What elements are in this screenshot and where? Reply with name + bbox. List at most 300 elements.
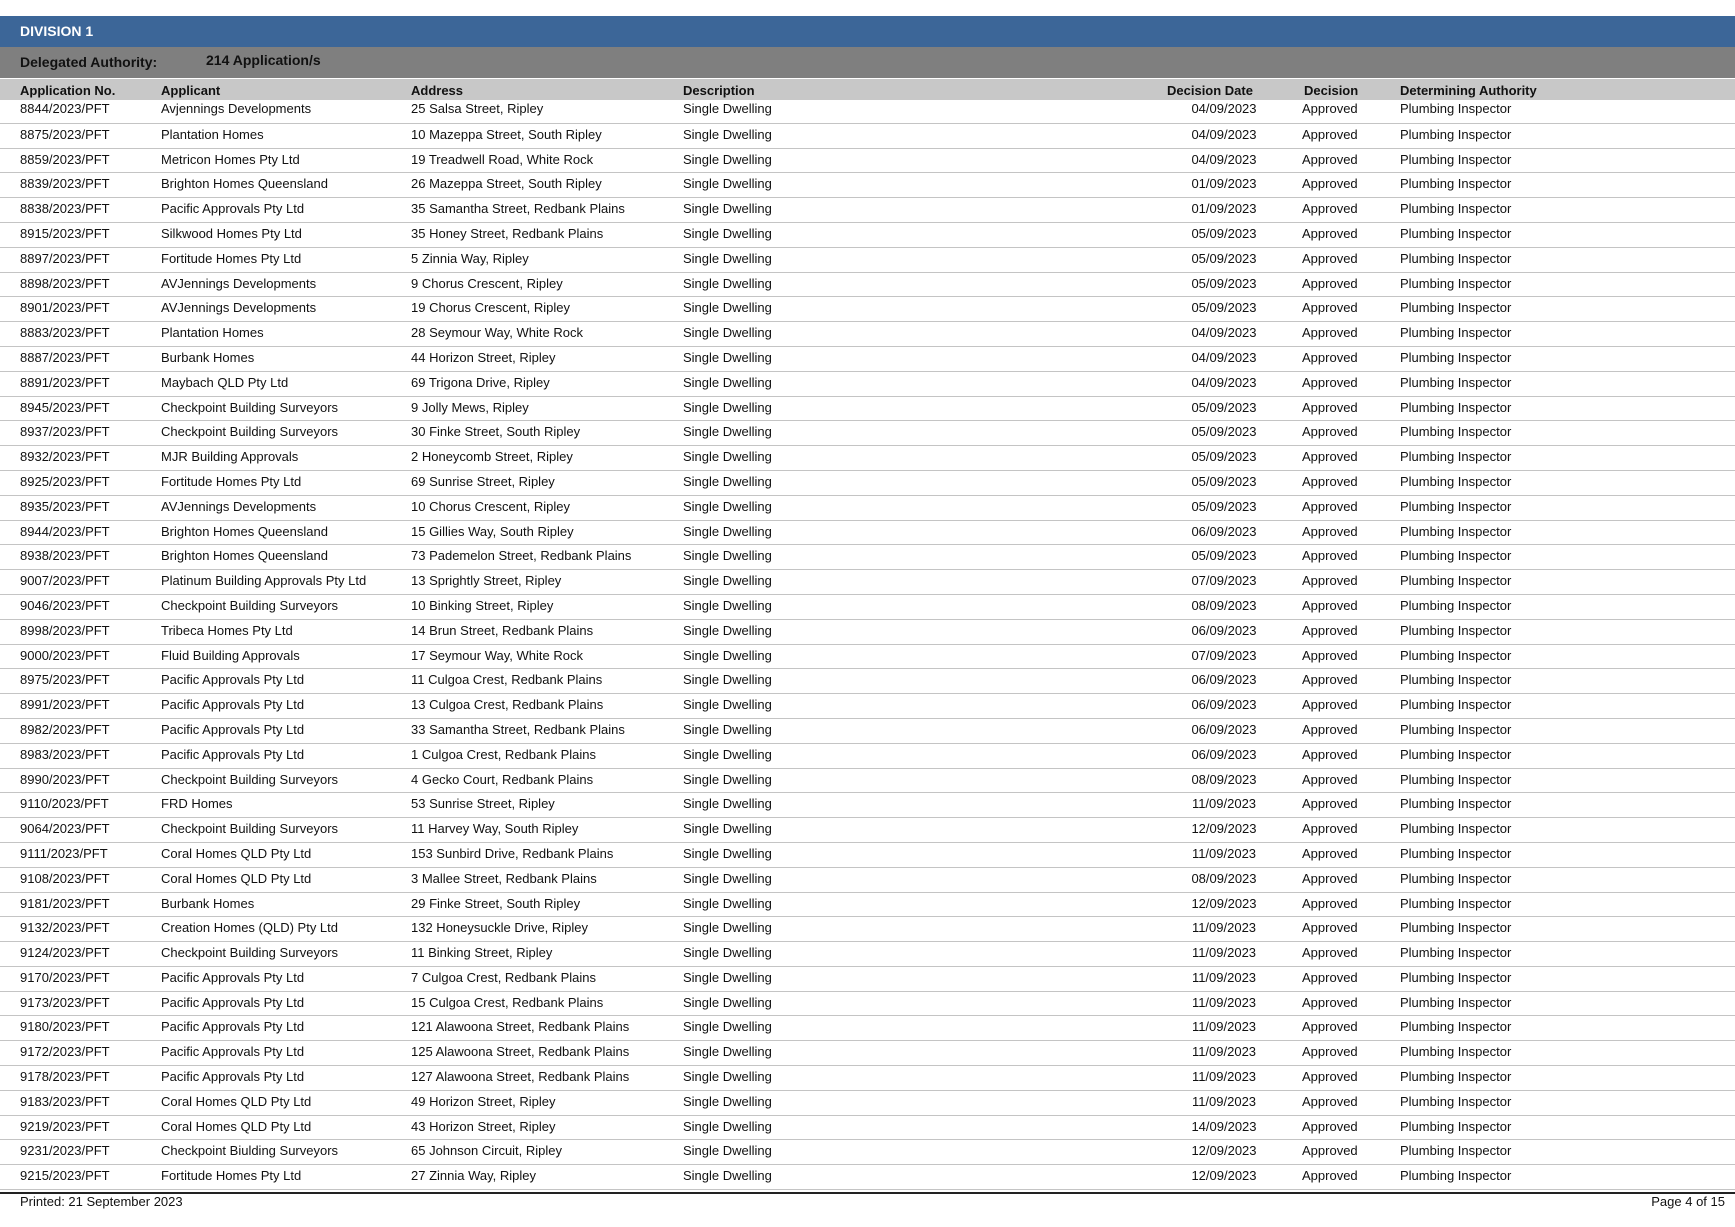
table-row (0, 446, 1735, 471)
cell-applicant: Burbank Homes (161, 349, 255, 365)
column-header-applicant: Applicant (161, 83, 221, 98)
cell-determining-authority: Plumbing Inspector (1400, 895, 1512, 911)
cell-applicant: Brighton Homes Queensland (161, 548, 328, 564)
cell-determining-authority: Plumbing Inspector (1400, 424, 1512, 440)
cell-decision: Approved (1302, 870, 1358, 886)
cell-application-no: 9132/2023/PFT (20, 920, 110, 936)
cell-determining-authority: Plumbing Inspector (1400, 101, 1512, 116)
cell-address: 33 Samantha Street, Redbank Plains (411, 721, 625, 737)
cell-application-no: 9173/2023/PFT (20, 994, 110, 1010)
cell-description: Single Dwelling (683, 225, 772, 241)
cell-applicant: Coral Homes QLD Pty Ltd (161, 870, 312, 886)
cell-determining-authority: Plumbing Inspector (1400, 1069, 1512, 1085)
cell-determining-authority: Plumbing Inspector (1400, 374, 1512, 390)
cell-description: Single Dwelling (683, 1118, 772, 1134)
cell-address: 65 Johnson Circuit, Ripley (411, 1143, 563, 1159)
table-row (0, 893, 1735, 918)
cell-decision: Approved (1302, 498, 1358, 514)
cell-description: Single Dwelling (683, 796, 772, 812)
cell-decision: Approved (1302, 300, 1358, 316)
cell-decision-date: 11/09/2023 (1191, 1044, 1257, 1060)
cell-address: 10 Binking Street, Ripley (411, 597, 554, 613)
cell-decision: Approved (1302, 721, 1358, 737)
cell-decision: Approved (1302, 473, 1358, 489)
cell-address: 17 Seymour Way, White Rock (411, 647, 583, 663)
table-row (0, 694, 1735, 719)
cell-decision-date: 11/09/2023 (1191, 920, 1257, 936)
page-number: Page 4 of 15 (1651, 1194, 1725, 1209)
cell-application-no: 8838/2023/PFT (20, 201, 110, 217)
cell-address: 25 Salsa Street, Ripley (411, 101, 544, 116)
printed-date: Printed: 21 September 2023 (20, 1194, 183, 1209)
table-row (0, 496, 1735, 521)
cell-decision: Approved (1302, 374, 1358, 390)
cell-decision: Approved (1302, 969, 1358, 985)
cell-decision-date: 05/09/2023 (1191, 275, 1257, 291)
cell-applicant: Platinum Building Approvals Pty Ltd (161, 573, 367, 589)
cell-description: Single Dwelling (683, 325, 772, 341)
cell-determining-authority: Plumbing Inspector (1400, 796, 1512, 812)
cell-description: Single Dwelling (683, 771, 772, 787)
cell-decision: Approved (1302, 101, 1358, 116)
cell-description: Single Dwelling (683, 399, 772, 415)
cell-decision: Approved (1302, 597, 1358, 613)
table-header (0, 79, 1735, 100)
cell-decision: Approved (1302, 697, 1358, 713)
cell-application-no: 9111/2023/PFT (20, 845, 108, 861)
cell-address: 26 Mazeppa Street, South Ripley (411, 176, 602, 192)
cell-decision-date: 08/09/2023 (1191, 870, 1257, 886)
cell-decision: Approved (1302, 994, 1358, 1010)
cell-description: Single Dwelling (683, 721, 772, 737)
cell-determining-authority: Plumbing Inspector (1400, 1044, 1512, 1060)
table-row (0, 1066, 1735, 1091)
cell-decision: Approved (1302, 1044, 1358, 1060)
cell-address: 69 Sunrise Street, Ripley (411, 473, 555, 489)
cell-decision: Approved (1302, 821, 1358, 837)
cell-description: Single Dwelling (683, 1093, 772, 1109)
column-header-decision-date: Decision Date (1167, 83, 1253, 98)
cell-address: 30 Finke Street, South Ripley (411, 424, 581, 440)
cell-description: Single Dwelling (683, 895, 772, 911)
cell-decision: Approved (1302, 845, 1358, 861)
cell-description: Single Dwelling (683, 1069, 772, 1085)
cell-description: Single Dwelling (683, 374, 772, 390)
cell-applicant: Pacific Approvals Pty Ltd (161, 721, 305, 737)
cell-description: Single Dwelling (683, 821, 772, 837)
cell-address: 4 Gecko Court, Redbank Plains (411, 771, 594, 787)
delegated-authority-bar (0, 47, 1735, 78)
cell-decision-date: 11/09/2023 (1191, 994, 1257, 1010)
cell-decision-date: 07/09/2023 (1191, 573, 1257, 589)
cell-determining-authority: Plumbing Inspector (1400, 399, 1512, 415)
table-row (0, 942, 1735, 967)
cell-description: Single Dwelling (683, 870, 772, 886)
cell-decision-date: 05/09/2023 (1191, 473, 1257, 489)
cell-decision: Approved (1302, 325, 1358, 341)
cell-description: Single Dwelling (683, 1168, 772, 1184)
cell-applicant: Brighton Homes Queensland (161, 176, 328, 192)
table-row (0, 843, 1735, 868)
cell-description: Single Dwelling (683, 969, 772, 985)
cell-applicant: Pacific Approvals Pty Ltd (161, 1044, 305, 1060)
table-row (0, 397, 1735, 422)
cell-description: Single Dwelling (683, 672, 772, 688)
cell-decision-date: 05/09/2023 (1191, 424, 1257, 440)
cell-applicant: Checkpoint Building Surveyors (161, 821, 339, 837)
cell-decision-date: 12/09/2023 (1191, 1143, 1257, 1159)
cell-applicant: Pacific Approvals Pty Ltd (161, 697, 305, 713)
cell-decision-date: 05/09/2023 (1191, 548, 1257, 564)
cell-decision: Approved (1302, 647, 1358, 663)
cell-decision-date: 01/09/2023 (1191, 201, 1257, 217)
table-row (0, 322, 1735, 347)
cell-determining-authority: Plumbing Inspector (1400, 969, 1512, 985)
table-row (0, 198, 1735, 223)
cell-determining-authority: Plumbing Inspector (1400, 300, 1512, 316)
table-row (0, 868, 1735, 893)
cell-application-no: 9007/2023/PFT (20, 573, 110, 589)
table-row (0, 421, 1735, 446)
table-row (0, 769, 1735, 794)
cell-description: Single Dwelling (683, 1019, 772, 1035)
cell-decision: Approved (1302, 672, 1358, 688)
cell-determining-authority: Plumbing Inspector (1400, 821, 1512, 837)
cell-address: 19 Treadwell Road, White Rock (411, 151, 594, 167)
cell-decision: Approved (1302, 449, 1358, 465)
table-row (0, 1091, 1735, 1116)
cell-address: 35 Samantha Street, Redbank Plains (411, 201, 625, 217)
cell-decision: Approved (1302, 1118, 1358, 1134)
cell-address: 44 Horizon Street, Ripley (411, 349, 556, 365)
cell-application-no: 8938/2023/PFT (20, 548, 110, 564)
cell-address: 35 Honey Street, Redbank Plains (411, 225, 604, 241)
cell-address: 43 Horizon Street, Ripley (411, 1118, 556, 1134)
cell-application-no: 8898/2023/PFT (20, 275, 110, 291)
cell-application-no: 9219/2023/PFT (20, 1118, 110, 1134)
cell-decision: Approved (1302, 622, 1358, 638)
cell-decision-date: 05/09/2023 (1191, 498, 1257, 514)
cell-decision: Approved (1302, 548, 1358, 564)
cell-address: 11 Harvey Way, South Ripley (411, 821, 579, 837)
table-row (0, 297, 1735, 322)
cell-address: 10 Chorus Crescent, Ripley (411, 498, 570, 514)
cell-address: 19 Chorus Crescent, Ripley (411, 300, 570, 316)
table-row (0, 273, 1735, 298)
table-row (0, 793, 1735, 818)
cell-application-no: 8935/2023/PFT (20, 498, 110, 514)
cell-decision-date: 04/09/2023 (1191, 151, 1257, 167)
cell-decision: Approved (1302, 523, 1358, 539)
table-row (0, 1165, 1735, 1190)
table-row (0, 1140, 1735, 1165)
cell-determining-authority: Plumbing Inspector (1400, 845, 1512, 861)
cell-decision: Approved (1302, 201, 1358, 217)
cell-description: Single Dwelling (683, 597, 772, 613)
cell-applicant: Metricon Homes Pty Ltd (161, 151, 300, 167)
table-row (0, 99, 1735, 124)
cell-applicant: Checkpoint Building Surveyors (161, 597, 339, 613)
table-row (0, 545, 1735, 570)
table-row (0, 595, 1735, 620)
cell-decision-date: 12/09/2023 (1191, 821, 1257, 837)
cell-determining-authority: Plumbing Inspector (1400, 945, 1512, 961)
cell-determining-authority: Plumbing Inspector (1400, 473, 1512, 489)
cell-decision-date: 06/09/2023 (1191, 523, 1257, 539)
cell-determining-authority: Plumbing Inspector (1400, 275, 1512, 291)
cell-address: 29 Finke Street, South Ripley (411, 895, 581, 911)
cell-description: Single Dwelling (683, 126, 772, 142)
cell-address: 69 Trigona Drive, Ripley (411, 374, 550, 390)
cell-determining-authority: Plumbing Inspector (1400, 176, 1512, 192)
cell-applicant: Pacific Approvals Pty Ltd (161, 994, 305, 1010)
cell-determining-authority: Plumbing Inspector (1400, 721, 1512, 737)
table-row (0, 1016, 1735, 1041)
cell-application-no: 9178/2023/PFT (20, 1069, 110, 1085)
cell-description: Single Dwelling (683, 1143, 772, 1159)
cell-description: Single Dwelling (683, 250, 772, 266)
cell-determining-authority: Plumbing Inspector (1400, 498, 1512, 514)
cell-decision: Approved (1302, 771, 1358, 787)
cell-decision: Approved (1302, 1168, 1358, 1184)
table-row (0, 471, 1735, 496)
table-row (0, 967, 1735, 992)
cell-decision: Approved (1302, 151, 1358, 167)
cell-decision: Approved (1302, 920, 1358, 936)
cell-description: Single Dwelling (683, 101, 772, 116)
cell-decision-date: 11/09/2023 (1191, 1019, 1257, 1035)
cell-description: Single Dwelling (683, 523, 772, 539)
cell-application-no: 9180/2023/PFT (20, 1019, 110, 1035)
cell-address: 7 Culgoa Crest, Redbank Plains (411, 969, 596, 985)
cell-decision-date: 08/09/2023 (1191, 771, 1257, 787)
cell-application-no: 8990/2023/PFT (20, 771, 110, 787)
cell-determining-authority: Plumbing Inspector (1400, 1118, 1512, 1134)
cell-determining-authority: Plumbing Inspector (1400, 920, 1512, 936)
cell-address: 49 Horizon Street, Ripley (411, 1093, 556, 1109)
table-row (0, 818, 1735, 843)
cell-decision: Approved (1302, 275, 1358, 291)
cell-description: Single Dwelling (683, 697, 772, 713)
cell-decision-date: 05/09/2023 (1191, 449, 1257, 465)
cell-description: Single Dwelling (683, 845, 772, 861)
cell-decision-date: 06/09/2023 (1191, 746, 1257, 762)
cell-applicant: Checkpoint Building Surveyors (161, 424, 339, 440)
cell-applicant: Pacific Approvals Pty Ltd (161, 672, 305, 688)
cell-applicant: Pacific Approvals Pty Ltd (161, 746, 305, 762)
cell-description: Single Dwelling (683, 349, 772, 365)
cell-applicant: Coral Homes QLD Pty Ltd (161, 1118, 312, 1134)
cell-description: Single Dwelling (683, 151, 772, 167)
cell-address: 53 Sunrise Street, Ripley (411, 796, 555, 812)
cell-decision-date: 11/09/2023 (1191, 845, 1257, 861)
cell-address: 13 Culgoa Crest, Redbank Plains (411, 697, 604, 713)
column-header-description: Description (683, 83, 755, 98)
cell-address: 15 Culgoa Crest, Redbank Plains (411, 994, 604, 1010)
cell-determining-authority: Plumbing Inspector (1400, 771, 1512, 787)
cell-decision-date: 04/09/2023 (1191, 374, 1257, 390)
cell-decision-date: 14/09/2023 (1191, 1118, 1257, 1134)
cell-application-no: 9046/2023/PFT (20, 597, 110, 613)
cell-description: Single Dwelling (683, 548, 772, 564)
cell-decision-date: 11/09/2023 (1191, 945, 1257, 961)
cell-applicant: Fluid Building Approvals (161, 647, 300, 663)
cell-description: Single Dwelling (683, 449, 772, 465)
cell-application-no: 9110/2023/PFT (20, 796, 109, 812)
cell-application-no: 8937/2023/PFT (20, 424, 110, 440)
cell-address: 127 Alawoona Street, Redbank Plains (411, 1069, 630, 1085)
cell-determining-authority: Plumbing Inspector (1400, 870, 1512, 886)
cell-address: 121 Alawoona Street, Redbank Plains (411, 1019, 630, 1035)
cell-applicant: Maybach QLD Pty Ltd (161, 374, 289, 390)
table-row (0, 1116, 1735, 1141)
table-row (0, 173, 1735, 198)
table-row (0, 645, 1735, 670)
cell-decision: Approved (1302, 349, 1358, 365)
cell-address: 11 Binking Street, Ripley (411, 945, 553, 961)
column-header-decision: Decision (1304, 83, 1359, 98)
table-row (0, 223, 1735, 248)
cell-application-no: 8991/2023/PFT (20, 697, 110, 713)
cell-address: 153 Sunbird Drive, Redbank Plains (411, 845, 614, 861)
cell-applicant: AVJennings Developments (161, 498, 317, 514)
cell-application-no: 8915/2023/PFT (20, 225, 110, 241)
cell-decision-date: 06/09/2023 (1191, 672, 1257, 688)
cell-decision: Approved (1302, 573, 1358, 589)
table-row (0, 669, 1735, 694)
cell-decision-date: 05/09/2023 (1191, 225, 1257, 241)
cell-address: 11 Culgoa Crest, Redbank Plains (411, 672, 603, 688)
cell-application-no: 8875/2023/PFT (20, 126, 110, 142)
cell-decision-date: 12/09/2023 (1191, 1168, 1257, 1184)
table-row (0, 372, 1735, 397)
cell-address: 10 Mazeppa Street, South Ripley (411, 126, 602, 142)
table-row (0, 521, 1735, 546)
cell-decision-date: 08/09/2023 (1191, 597, 1257, 613)
cell-application-no: 9183/2023/PFT (20, 1093, 110, 1109)
cell-description: Single Dwelling (683, 176, 772, 192)
cell-application-no: 8975/2023/PFT (20, 672, 110, 688)
cell-applicant: Fortitude Homes Pty Ltd (161, 473, 302, 489)
cell-determining-authority: Plumbing Inspector (1400, 151, 1512, 167)
cell-determining-authority: Plumbing Inspector (1400, 325, 1512, 341)
cell-determining-authority: Plumbing Inspector (1400, 622, 1512, 638)
cell-decision: Approved (1302, 895, 1358, 911)
cell-application-no: 9172/2023/PFT (20, 1044, 110, 1060)
table-row (0, 124, 1735, 149)
table-row (0, 992, 1735, 1017)
cell-description: Single Dwelling (683, 275, 772, 291)
cell-determining-authority: Plumbing Inspector (1400, 126, 1512, 142)
cell-decision-date: 04/09/2023 (1191, 126, 1257, 142)
cell-decision-date: 07/09/2023 (1191, 647, 1257, 663)
cell-application-no: 9181/2023/PFT (20, 895, 110, 911)
table-row (0, 570, 1735, 595)
cell-determining-authority: Plumbing Inspector (1400, 1019, 1512, 1035)
cell-description: Single Dwelling (683, 473, 772, 489)
cell-determining-authority: Plumbing Inspector (1400, 573, 1512, 589)
footer-divider (0, 1192, 1735, 1194)
cell-decision: Approved (1302, 945, 1358, 961)
division-title: DIVISION 1 (20, 23, 94, 39)
cell-determining-authority: Plumbing Inspector (1400, 225, 1512, 241)
cell-applicant: Tribeca Homes Pty Ltd (161, 622, 293, 638)
cell-determining-authority: Plumbing Inspector (1400, 672, 1512, 688)
cell-applicant: Avjennings Developments (161, 101, 312, 116)
cell-determining-authority: Plumbing Inspector (1400, 994, 1512, 1010)
cell-decision-date: 04/09/2023 (1191, 101, 1257, 116)
cell-determining-authority: Plumbing Inspector (1400, 523, 1512, 539)
cell-determining-authority: Plumbing Inspector (1400, 201, 1512, 217)
cell-description: Single Dwelling (683, 300, 772, 316)
cell-address: 9 Jolly Mews, Ripley (411, 399, 529, 415)
cell-decision-date: 06/09/2023 (1191, 697, 1257, 713)
table-row (0, 1041, 1735, 1066)
table-row (0, 719, 1735, 744)
cell-description: Single Dwelling (683, 746, 772, 762)
cell-applicant: Coral Homes QLD Pty Ltd (161, 845, 312, 861)
cell-decision-date: 05/09/2023 (1191, 399, 1257, 415)
cell-applicant: MJR Building Approvals (161, 449, 299, 465)
cell-decision: Approved (1302, 424, 1358, 440)
cell-decision-date: 06/09/2023 (1191, 721, 1257, 737)
cell-decision: Approved (1302, 1069, 1358, 1085)
table-row (0, 620, 1735, 645)
table-row (0, 248, 1735, 273)
cell-address: 27 Zinnia Way, Ripley (411, 1168, 536, 1184)
cell-application-no: 9108/2023/PFT (20, 870, 110, 886)
table-row (0, 347, 1735, 372)
cell-applicant: Pacific Approvals Pty Ltd (161, 1019, 305, 1035)
cell-applicant: Fortitude Homes Pty Ltd (161, 1168, 302, 1184)
cell-applicant: Pacific Approvals Pty Ltd (161, 201, 305, 217)
cell-applicant: Fortitude Homes Pty Ltd (161, 250, 302, 266)
cell-decision-date: 04/09/2023 (1191, 325, 1257, 341)
cell-determining-authority: Plumbing Inspector (1400, 250, 1512, 266)
cell-application-no: 9000/2023/PFT (20, 647, 110, 663)
delegated-authority-label: Delegated Authority: (20, 54, 158, 70)
cell-address: 5 Zinnia Way, Ripley (411, 250, 529, 266)
cell-applicant: AVJennings Developments (161, 275, 317, 291)
cell-applicant: Coral Homes QLD Pty Ltd (161, 1093, 312, 1109)
cell-applicant: Checkpoint Building Surveyors (161, 945, 339, 961)
division-header (0, 16, 1735, 47)
column-header-determining-authority: Determining Authority (1400, 83, 1537, 98)
cell-determining-authority: Plumbing Inspector (1400, 1143, 1512, 1159)
cell-determining-authority: Plumbing Inspector (1400, 349, 1512, 365)
cell-address: 14 Brun Street, Redbank Plains (411, 622, 594, 638)
cell-decision-date: 11/09/2023 (1191, 969, 1257, 985)
cell-description: Single Dwelling (683, 573, 772, 589)
cell-application-no: 8983/2023/PFT (20, 746, 110, 762)
cell-determining-authority: Plumbing Inspector (1400, 697, 1512, 713)
table-row (0, 917, 1735, 942)
cell-applicant: Pacific Approvals Pty Ltd (161, 1069, 305, 1085)
cell-decision-date: 12/09/2023 (1191, 895, 1257, 911)
cell-description: Single Dwelling (683, 498, 772, 514)
cell-applicant: Plantation Homes (161, 126, 264, 142)
cell-application-no: 9064/2023/PFT (20, 821, 110, 837)
cell-address: 3 Mallee Street, Redbank Plains (411, 870, 597, 886)
cell-description: Single Dwelling (683, 1044, 772, 1060)
cell-description: Single Dwelling (683, 945, 772, 961)
cell-description: Single Dwelling (683, 201, 772, 217)
cell-description: Single Dwelling (683, 424, 772, 440)
cell-decision: Approved (1302, 126, 1358, 142)
cell-applicant: Creation Homes (QLD) Pty Ltd (161, 920, 339, 936)
cell-application-no: 8891/2023/PFT (20, 374, 110, 390)
cell-address: 132 Honeysuckle Drive, Ripley (411, 920, 589, 936)
